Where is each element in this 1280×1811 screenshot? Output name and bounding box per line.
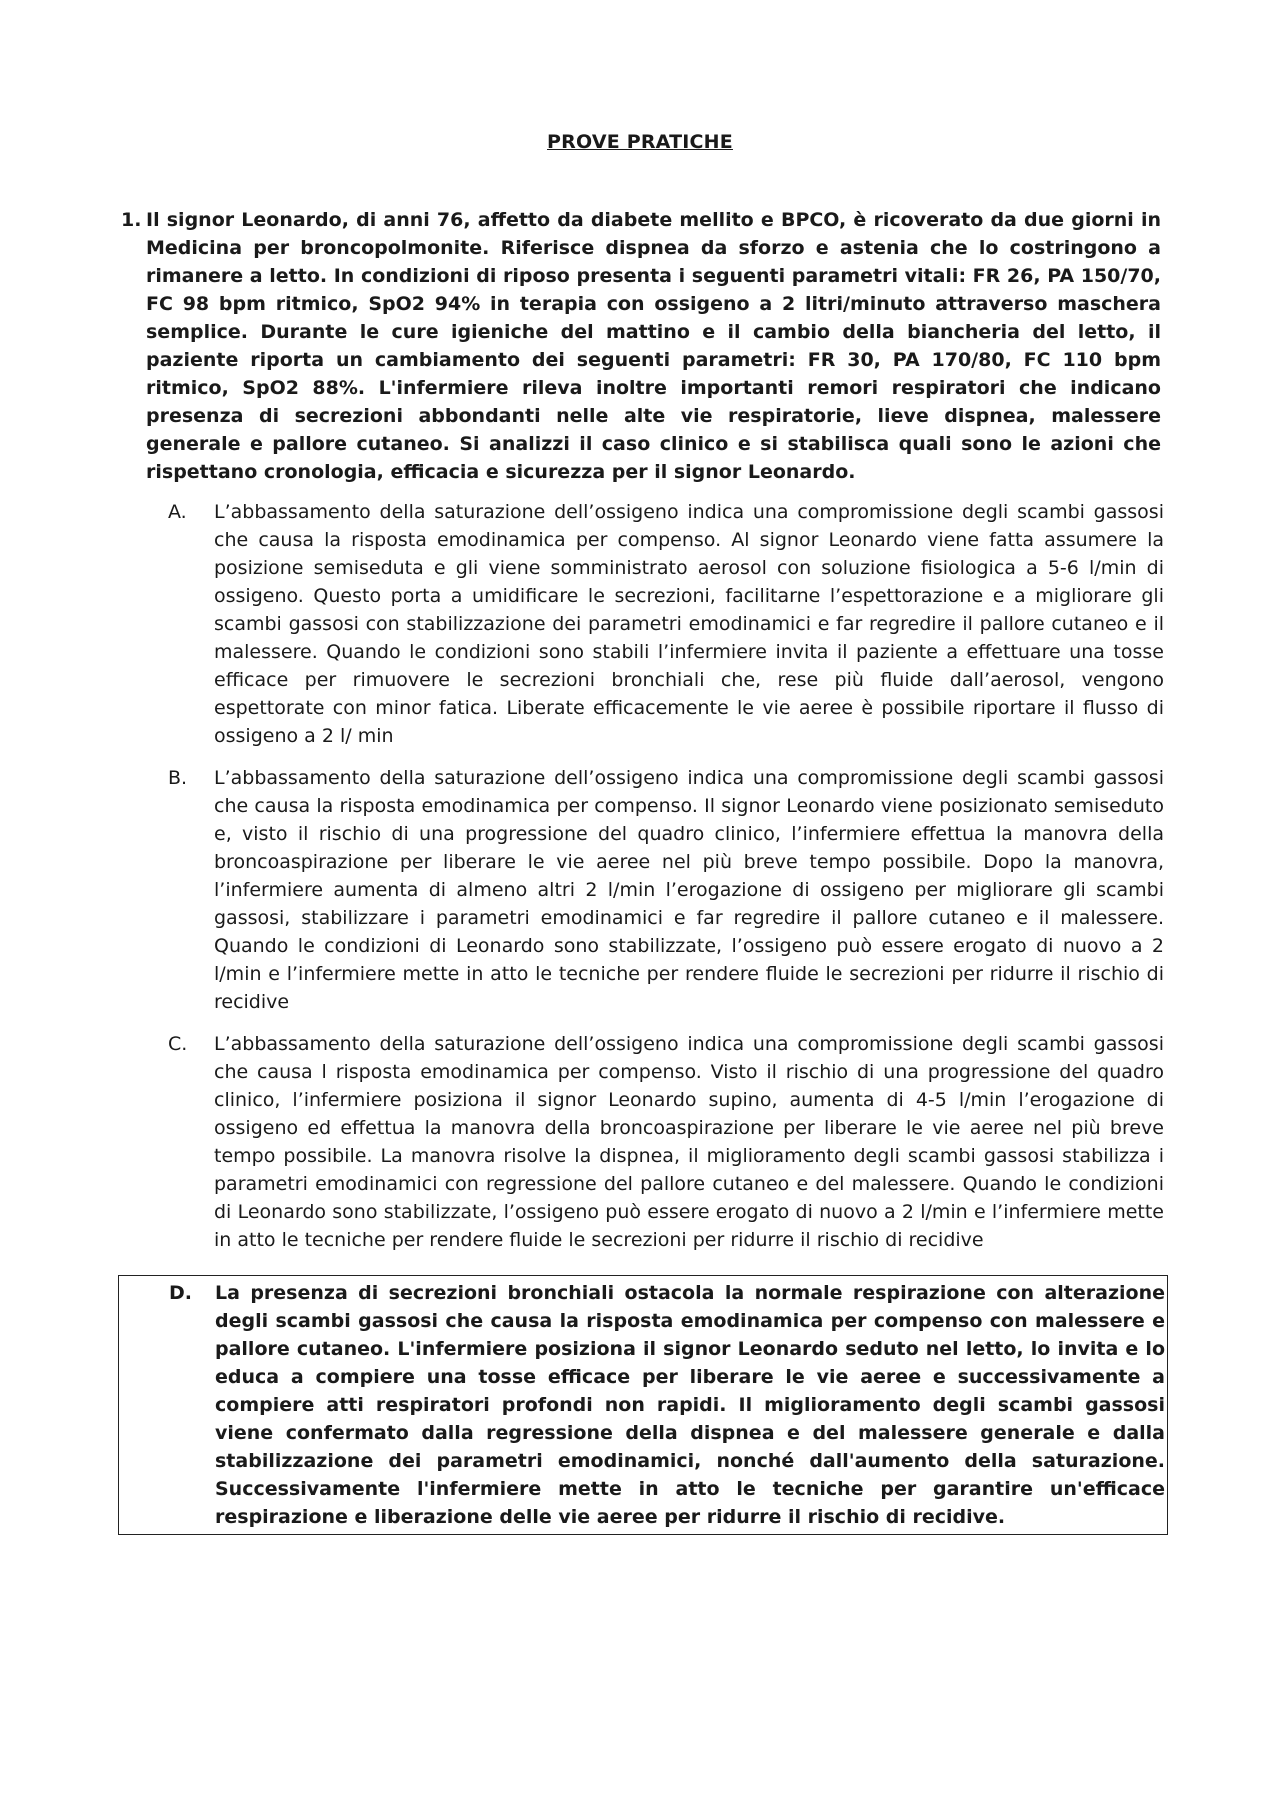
answer-option-c [118,1030,1168,1254]
answer-text: L’abbassamento della saturazione dell’ossigeno indica una compromissione degli scambi gassosi che causa la risposta emodinamica per compenso. Al signor Leonardo viene fatta assumere la posizione semiseduta e gli viene somministrato aerosol con soluzione fisiologica a 5-6 l/min di ossigeno. Questo porta a umidificare le secrezioni, facilitarne l’espettorazione e a migliorare gli scambi gassosi con stabilizzazione dei parametri emodinamici e far regredire il pallore cutaneo e il malessere. Quando le condizioni sono stabili l’infermiere invita il paziente a effettuare una tosse efficace per rimuovere le secrezioni bronchiali che, rese più fluide dall’aerosol, vengono espettorate con minor fatica. Liberate efficacemente le vie aeree è possibile riportare il flusso di ossigeno a 2 l/ min [214,501,1164,747]
answer-option-a [118,498,1168,750]
question-number: 1. [121,209,142,231]
question-text: Il signor Leonardo, di anni 76, affetto da diabete mellito e BPCO, è ricoverato da due giorni in Medicina per broncopolmonite. Riferisce dispnea da sforzo e astenia che lo costringono a rimanere a letto. In condizioni di riposo presenta i seguenti parametri vitali: FR 26, PA 150/70, FC 98 bpm ritmico, SpO2 94% in terapia con ossigeno a 2 litri/minuto attraverso maschera semplice. Durante le cure igieniche del mattino e il cambio della biancheria del letto, il paziente riporta un cambiamento dei seguenti parametri: FR 30, PA 170/80, FC 110 bpm ritmico, SpO2 88%. L'infermiere rileva inoltre importanti remori respiratori che indicano presenza di secrezioni abbondanti nelle alte vie respiratorie, lieve dispnea, malessere generale e pallore cutaneo. Si analizzi il caso clinico e si stabilisca quali sono le azioni che rispettano cronologia, efficacia e sicurezza per il signor Leonardo. [146,209,1161,483]
answer-option-d-correct-boxed [118,1275,1168,1535]
answer-text: La presenza di secrezioni bronchiali ostacola la normale respirazione con alterazione degli scambi gassosi che causa la risposta emodinamica per compenso con malessere e pallore cutaneo. L'infermiere posiziona il signor Leonardo seduto nel letto, lo invita e lo educa a compiere una tosse efficace per liberare le vie aeree e successivamente a compiere atti respiratori profondi non rapidi. Il miglioramento degli scambi gassosi viene confermato dalla regressione della dispnea e del malessere generale e dalla stabilizzazione dei parametri emodinamici, nonché dall'aumento della saturazione. Successivamente l'infermiere mette in atto le tecniche per garantire un'efficace respirazione e liberazione delle vie aeree per ridurre il rischio di recidive. [215,1282,1165,1528]
answer-option-b [118,764,1168,1016]
page-title: PROVE PRATICHE [547,131,733,153]
answer-letter: C. [168,1033,188,1055]
question-1 [121,206,1161,486]
answer-list [118,498,1168,1535]
answer-letter: B. [168,767,188,789]
answer-text: L’abbassamento della saturazione dell’ossigeno indica una compromissione degli scambi gassosi che causa l risposta emodinamica per compenso. Visto il rischio di una progressione del quadro clinico, l’infermiere posiziona il signor Leonardo supino, aumenta di 4-5 l/min l’erogazione di ossigeno ed effettua la manovra della broncoaspirazione per liberare le vie aeree nel più breve tempo possibile. La manovra risolve la dispnea, il miglioramento degli scambi gassosi stabilizza i parametri emodinamici con regressione del pallore cutaneo e del malessere. Quando le condizioni di Leonardo sono stabilizzate, l’ossigeno può essere erogato di nuovo a 2 l/min e l’infermiere mette in atto le tecniche per rendere fluide le secrezioni per ridurre il rischio di recidive [214,1033,1164,1251]
answer-text: L’abbassamento della saturazione dell’ossigeno indica una compromissione degli scambi gassosi che causa la risposta emodinamica per compenso. Il signor Leonardo viene posizionato semiseduto e, visto il rischio di una progressione del quadro clinico, l’infermiere effettua la manovra della broncoaspirazione per liberare le vie aeree nel più breve tempo possibile. Dopo la manovra, l’infermiere aumenta di almeno altri 2 l/min l’erogazione di ossigeno per migliorare gli scambi gassosi, stabilizzare i parametri emodinamici e far regredire il pallore cutaneo e il malessere. Quando le condizioni di Leonardo sono stabilizzate, l’ossigeno può essere erogato di nuovo a 2 l/min e l’infermiere mette in atto le tecniche per rendere fluide le secrezioni per ridurre il rischio di recidive [214,767,1164,1013]
answer-letter: D. [169,1282,192,1304]
answer-letter: A. [168,501,187,523]
